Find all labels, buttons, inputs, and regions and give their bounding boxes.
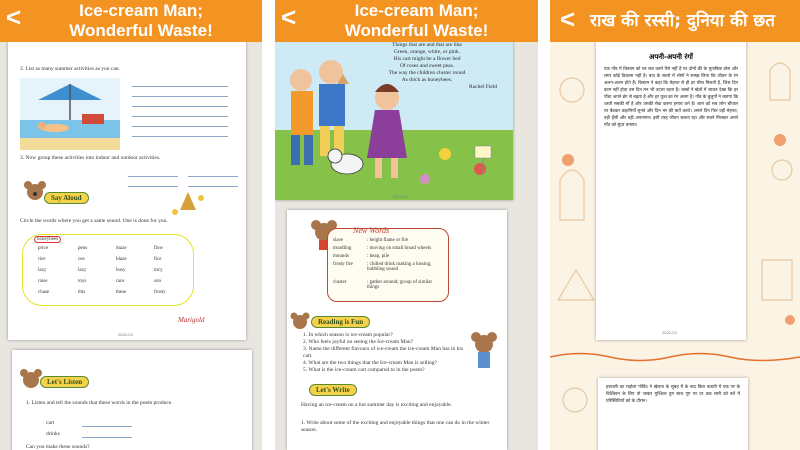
say-aloud-instructions: Circle the words where you get a same sound. One is done for you. bbox=[20, 218, 168, 224]
back-chevron-icon[interactable]: < bbox=[560, 4, 576, 34]
lets-listen-badge: Let's Listen bbox=[40, 376, 89, 388]
table-cell: fice bbox=[154, 257, 162, 262]
poem-line: His cart might be a flower bed bbox=[393, 56, 461, 62]
app-top-bar bbox=[0, 0, 262, 42]
listen-question: Can you make these sounds? bbox=[26, 444, 90, 450]
say-aloud-badge: Say Aloud bbox=[44, 192, 89, 204]
screenshot-panel-2 bbox=[275, 0, 538, 450]
back-chevron-icon[interactable]: < bbox=[6, 2, 22, 32]
question-3: 3. Now group these activities into indoor and outdoor activities. bbox=[20, 155, 161, 161]
word-meaning: : heap, pile bbox=[367, 254, 390, 259]
beach-illustration bbox=[20, 78, 120, 150]
word-term: frosty fire bbox=[333, 262, 353, 267]
screenshot-panel-1 bbox=[0, 0, 262, 450]
chapter-body: एक गाँव में किसान को घर जब करने पैसे नहीं है पर दोनों की के मुताबिक ठोस और लगर कोई ठिकाना नहीं है। बाद के सालों में लोगों ने समझ लिया कि जीवन के रंग अलग-अलग होते हैं। किसान ने कहा कि मेहनत से ही हर चीज मिलती है, जिस दिन काम नहीं होता उस दिन मन भी उदास रहता है। बच्चों ने खेतों में जाकर देखा कि हर पौधा अपने ढंग से बढ़ता है और हर फूल का रंग अलग है। गाँव के बुजुर्गों ने बताया कि धरती सबकी माँ है और उसकी सेवा करना हमारा धर्म है। शाम को सब लोग चौपाल पर बैठकर कहानियाँ सुनते और दिन भर की बातें करते। अगले दिन फिर वही मेहनत, वही हँसी और वही अपनापन। इसी तरह जीवन चलता रहा और सबने मिलकर अपने गाँव को सुंदर बनाया। bbox=[604, 67, 738, 128]
poem-line: Things that are and that are like bbox=[392, 42, 462, 48]
word-term: cluster bbox=[333, 280, 347, 285]
word-term: mounds bbox=[333, 254, 349, 259]
table-cell: blaze bbox=[116, 257, 127, 262]
back-chevron-icon[interactable]: < bbox=[281, 2, 297, 32]
page-number: 2022-23 bbox=[662, 330, 677, 335]
table-cell: race bbox=[116, 279, 125, 284]
lets-write-badge: Let's Write bbox=[309, 384, 357, 396]
table-cell: maze bbox=[116, 246, 127, 251]
word-term: trundling bbox=[333, 246, 352, 251]
honeybees-label: honeybees bbox=[34, 236, 61, 243]
marigold-signature: Marigold bbox=[178, 316, 205, 324]
word-meaning: : moving on small broad wheels bbox=[367, 246, 432, 251]
panel-gutter bbox=[538, 0, 550, 450]
table-cell: frosty bbox=[154, 290, 166, 295]
question: 1. In which season is ice-cream popular? bbox=[303, 332, 393, 338]
chapter-heading: अपनी-अपनी रंगों bbox=[648, 52, 693, 61]
page-number: 2022-23 bbox=[118, 332, 133, 337]
poem-line: Of roses and sweet peas. bbox=[399, 63, 455, 69]
page-title: Ice-cream Man; Wonderful Waste! bbox=[344, 1, 489, 40]
poem-line: Green, orange, white, or pink. bbox=[394, 49, 460, 55]
hindi-text-page-lower[interactable] bbox=[598, 378, 748, 450]
mouse-mascot-icon bbox=[467, 330, 501, 376]
drinks-word: drinks bbox=[46, 431, 60, 437]
table-cell: toys bbox=[78, 279, 87, 284]
cart-word: cart bbox=[46, 420, 55, 426]
table-cell: lazy bbox=[78, 268, 87, 273]
page-title: राख की रस्सी; दुनिया की छत bbox=[590, 11, 775, 31]
write-intro: Having an ice-cream on a hot summer day is exciting and enjoyable. bbox=[301, 402, 452, 408]
table-cell: flow bbox=[154, 246, 164, 251]
table-cell: chase bbox=[38, 290, 50, 295]
word-term: slave bbox=[333, 238, 344, 243]
textbook-page-lower[interactable] bbox=[287, 210, 507, 450]
table-cell: price bbox=[38, 246, 48, 251]
table-cell: rice bbox=[38, 257, 46, 262]
listen-item: 1. Listen and tell the sounds that these words in the poem produce. bbox=[26, 400, 173, 406]
question-2: 2. List as many summer activities as you can. bbox=[20, 66, 120, 72]
question: 5. What is the ice-cream cart compared to in the poem? bbox=[303, 367, 425, 373]
table-cell: son bbox=[154, 279, 161, 284]
screenshot-panel-3 bbox=[550, 0, 800, 450]
word-meaning: : gather around; group of similar things bbox=[367, 280, 433, 290]
table-cell: mcy bbox=[154, 268, 163, 273]
word-meaning: : chilled drink making a hissing, bubbling sound bbox=[367, 262, 432, 272]
new-words-heading: New Words bbox=[353, 226, 390, 235]
table-cell: busy bbox=[116, 268, 126, 273]
word-meaning: : height flame or fire bbox=[367, 238, 409, 243]
table-cell: raise bbox=[38, 279, 48, 284]
table-cell: cee bbox=[78, 257, 85, 262]
hindi-text-page[interactable] bbox=[596, 40, 746, 340]
write-task: 1. Write about some of the exciting and enjoyable things that one can do in the winter season. bbox=[301, 420, 490, 433]
table-cell: pens bbox=[78, 246, 88, 251]
table-cell: these bbox=[116, 290, 127, 295]
question: 4. What are the two things that the Ice-cream Man is selling? bbox=[303, 360, 437, 366]
poem-text bbox=[347, 42, 507, 91]
poem-line: The way the children cluster round bbox=[388, 70, 466, 76]
poem-author: Rachel Field bbox=[469, 84, 497, 90]
textbook-page[interactable] bbox=[8, 40, 246, 340]
illustration-page[interactable] bbox=[275, 34, 513, 200]
textbook-page-lower[interactable] bbox=[12, 350, 252, 450]
table-cell: this bbox=[78, 290, 86, 295]
mouse-mascot-icon bbox=[289, 310, 311, 332]
table-cell: lazy bbox=[38, 268, 47, 273]
page-number: 2022-23 bbox=[393, 194, 408, 199]
word-table bbox=[22, 234, 194, 306]
beehive-icon bbox=[168, 190, 208, 220]
app-top-bar bbox=[275, 0, 538, 42]
question-list bbox=[303, 332, 473, 374]
page-title: Ice-cream Man; Wonderful Waste! bbox=[69, 1, 213, 40]
app-top-bar bbox=[550, 0, 800, 42]
question: 3. Name the different flavours of ice-cream the ice-cream Man has in his cart. bbox=[303, 346, 464, 359]
panel-gutter bbox=[262, 0, 275, 450]
reading-fun-badge: Reading is Fun bbox=[311, 316, 370, 328]
chapter-body-continued: हरवाली का राहोला गोविंद ने खेलता के सुबह में के बाद किरा बताती में एक पर के विश्विवन के लिए तो जाकर मुश्किल तुम साथ गूग पर दर ठक सारी को बतें में परिस्थितियों को के दौरान। bbox=[606, 385, 740, 404]
question: 2. Who feels joyful on seeing the Ice-cream Man? bbox=[303, 339, 414, 345]
poem-line: As thick as honeybees. bbox=[401, 77, 453, 83]
